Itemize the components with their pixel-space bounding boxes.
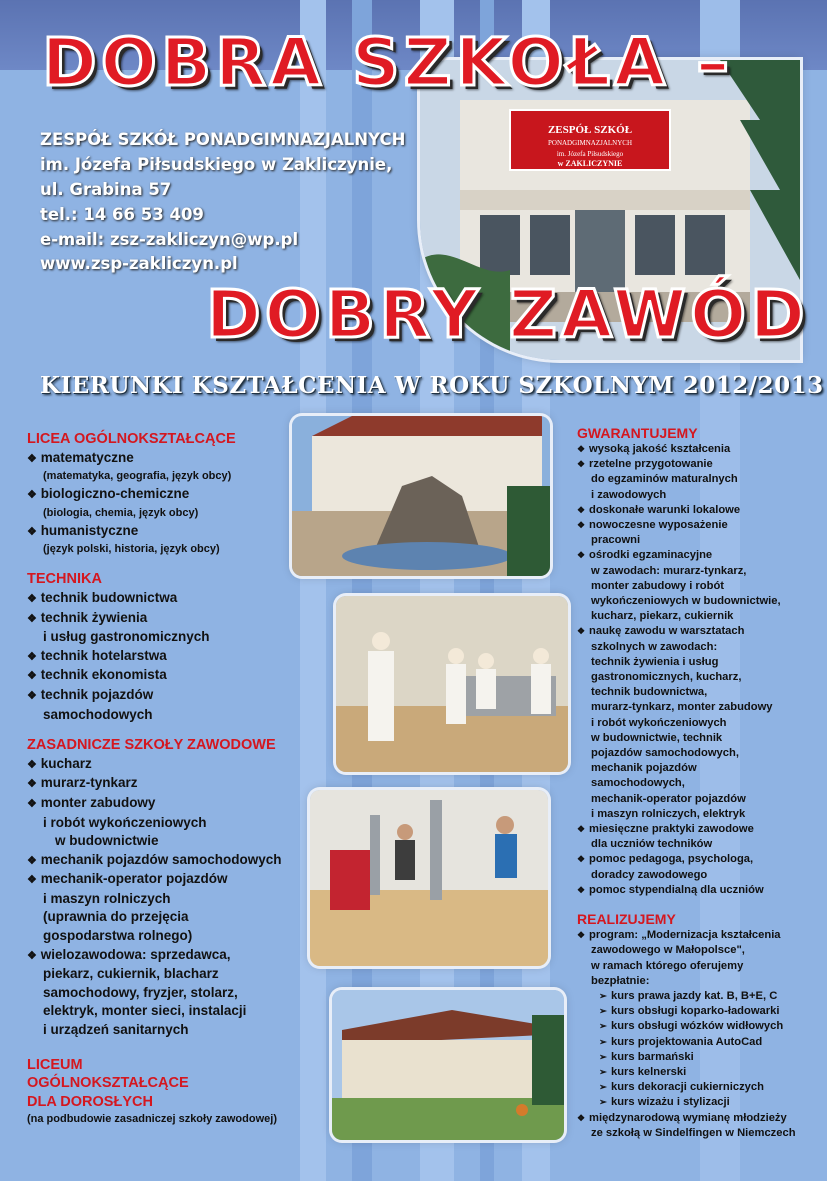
- course-item: ➢ kurs projektowania AutoCad: [577, 1035, 825, 1050]
- list-item: ❖ technik pojazdów: [27, 686, 327, 706]
- kitchen-workshop-photo: [336, 596, 568, 772]
- list-item: ❖ technik hotelarstwa: [27, 647, 327, 667]
- list-item-continuation: pracowni: [591, 534, 641, 547]
- list-item-continuation: elektryk, monter sieci, instalacji: [43, 1003, 247, 1019]
- list-item-continuation: zawodowego w Małopolsce",: [591, 944, 745, 957]
- heading-technika: TECHNIKA: [27, 571, 102, 588]
- school-name: ZESPÓŁ SZKÓŁ PONADGIMNAZJALNYCH: [40, 130, 406, 149]
- list-item: ❖ naukę zawodu w warsztatach: [577, 624, 825, 639]
- list-item: ❖ program: „Modernizacja kształcenia: [577, 928, 825, 943]
- list-item: ❖ międzynarodową wymianę młodzieży: [577, 1111, 825, 1126]
- course-item: ➢ kurs dekoracji cukierniczych: [577, 1080, 825, 1095]
- list-item: ❖ rzetelne przygotowanie: [577, 457, 825, 472]
- list-item-continuation: pojazdów samochodowych,: [591, 747, 739, 760]
- title-dobry-zawod: DOBRY ZAWÓD: [206, 276, 809, 353]
- list-item-continuation: samochodowych: [43, 706, 153, 722]
- left-column: [27, 430, 327, 1128]
- list-item-continuation: samochodowy, fryzjer, stolarz,: [43, 984, 238, 1000]
- sign-line: w ZAKLICZYNIE: [557, 159, 623, 168]
- list-item: ❖ technik budownictwa: [27, 589, 327, 609]
- title-dobra-szkola: DOBRA SZKOŁA –: [42, 24, 734, 101]
- item-note: (na podbudowie zasadniczej szkoły zawodowej): [27, 1113, 277, 1126]
- list-item: ❖ monter zabudowy: [27, 794, 327, 814]
- list-item-continuation: monter zabudowy i robót: [591, 579, 725, 592]
- sign-line: PONADGIMNAZJALNYCH: [548, 139, 632, 147]
- course-item: ➢ kurs barmański: [577, 1050, 825, 1065]
- course-item: ➢ kurs prawa jazdy kat. B, B+E, C: [577, 989, 825, 1004]
- subtitle-kierunki: KIERUNKI KSZTAŁCENIA W ROKU SZKOLNYM 2012/2013: [40, 372, 824, 399]
- list-item: ❖ biologiczno-chemiczne: [27, 485, 327, 505]
- list-item: ❖ wielozawodowa: sprzedawca,: [27, 946, 327, 966]
- heading-realizujemy: REALIZUJEMY: [577, 911, 676, 928]
- school-patron: im. Józefa Piłsudskiego w Zakliczynie,: [40, 155, 393, 174]
- list-item-continuation: (uprawnia do przejęcia: [43, 909, 189, 925]
- list-item: ❖ mechanik pojazdów samochodowych: [27, 851, 327, 871]
- list-item-continuation: i zawodowych: [591, 488, 667, 501]
- list-item-continuation: mechanik-operator pojazdów: [591, 792, 746, 805]
- list-item-continuation: szkolnych w zawodach:: [591, 640, 718, 653]
- list-item-continuation: ze szkołą w Sindelfingen w Niemczech: [591, 1126, 796, 1139]
- course-item: ➢ kurs obsługi wózków widłowych: [577, 1019, 825, 1034]
- course-item: ➢ kurs obsługi koparko-ładowarki: [577, 1004, 825, 1019]
- list-item-continuation: bezpłatnie:: [591, 974, 650, 987]
- heading-zasadnicze: ZASADNICZE SZKOŁY ZAWODOWE: [27, 737, 276, 754]
- list-item: ❖ wysoką jakość kształcenia: [577, 442, 825, 457]
- school-website: www.zsp-zakliczyn.pl: [40, 254, 238, 273]
- school-courtyard-photo: [292, 416, 550, 576]
- list-item: ❖ technik żywienia: [27, 609, 327, 629]
- item-note: (język polski, historia, język obcy): [43, 543, 220, 556]
- list-item: ❖ murarz-tynkarz: [27, 774, 327, 794]
- right-column: [577, 424, 825, 1141]
- list-item-continuation: doradcy zawodowego: [591, 868, 708, 881]
- list-item: ❖ pomoc stypendialną dla uczniów: [577, 883, 825, 898]
- heading-liceum-dorosli: DLA DOROSŁYCH: [27, 1093, 153, 1110]
- course-item: ➢ kurs kelnerski: [577, 1065, 825, 1080]
- list-item-continuation: kucharz, piekarz, cukiernik: [591, 610, 734, 623]
- list-item-continuation: technik żywienia i usług: [591, 655, 719, 668]
- dormitory-building-photo: [332, 990, 564, 1140]
- heading-gwarantujemy: GWARANTUJEMY: [577, 425, 698, 441]
- list-item-continuation: gastronomicznych, kucharz,: [591, 671, 742, 684]
- list-item: ❖ kucharz: [27, 755, 327, 775]
- school-street: ul. Grabina 57: [40, 180, 172, 199]
- list-item: ❖ humanistyczne: [27, 522, 327, 542]
- list-item-continuation: murarz-tynkarz, monter zabudowy: [591, 701, 773, 714]
- heading-licea: LICEA OGÓLNOKSZTAŁCĄCE: [27, 431, 236, 447]
- list-item: ❖ nowoczesne wyposażenie: [577, 518, 825, 533]
- list-item-continuation: i robót wykończeniowych: [591, 716, 727, 729]
- gym-photo: [310, 790, 548, 966]
- list-item-continuation: i maszyn rolniczych, elektryk: [591, 807, 746, 820]
- list-item: ❖ ośrodki egzaminacyjne: [577, 548, 825, 563]
- list-item-continuation: i robót wykończeniowych: [43, 814, 207, 830]
- list-item-continuation: i maszyn rolniczych: [43, 890, 171, 906]
- list-item: ❖ miesięczne praktyki zawodowe: [577, 822, 825, 837]
- list-item: ❖ doskonałe warunki lokalowe: [577, 503, 825, 518]
- item-note: (biologia, chemia, język obcy): [43, 506, 199, 519]
- list-item-continuation: piekarz, cukiernik, blacharz: [43, 966, 219, 982]
- list-item: ❖ mechanik-operator pojazdów: [27, 870, 327, 890]
- list-item-continuation: w budownictwie: [55, 833, 159, 849]
- list-item-continuation: w budownictwie, technik: [591, 731, 723, 744]
- list-item-continuation: i urządzeń sanitarnych: [43, 1022, 189, 1038]
- list-item-continuation: wykończeniowych w budownictwie,: [591, 595, 781, 608]
- sign-line: im. Józefa Piłsudskiego: [556, 150, 624, 158]
- list-item-continuation: w zawodach: murarz-tynkarz,: [591, 564, 747, 577]
- school-phone: tel.: 14 66 53 409: [40, 205, 204, 224]
- list-item-continuation: w ramach którego oferujemy: [591, 959, 744, 972]
- list-item: ❖ pomoc pedagoga, psychologa,: [577, 852, 825, 867]
- list-item-continuation: mechanik pojazdów: [591, 762, 697, 775]
- heading-liceum-dorosli: LICEUM: [27, 1056, 83, 1073]
- list-item: ❖ matematyczne: [27, 449, 327, 469]
- list-item-continuation: i usług gastronomicznych: [43, 629, 210, 645]
- item-note: (matematyka, geografia, język obcy): [43, 470, 232, 483]
- school-email: e-mail: zsz-zakliczyn@wp.pl: [40, 230, 299, 249]
- heading-liceum-dorosli: OGÓLNOKSZTAŁCĄCE: [27, 1075, 189, 1092]
- sign-line: ZESPÓŁ SZKÓŁ: [547, 124, 633, 136]
- list-item-continuation: do egzaminów maturalnych: [591, 473, 738, 486]
- list-item-continuation: gospodarstwa rolnego): [43, 928, 193, 944]
- list-item: ❖ technik ekonomista: [27, 666, 327, 686]
- list-item-continuation: dla uczniów techników: [591, 838, 713, 851]
- list-item-continuation: technik budownictwa,: [591, 686, 708, 699]
- course-item: ➢ kurs wizażu i stylizacji: [577, 1095, 825, 1110]
- list-item-continuation: samochodowych,: [591, 777, 685, 790]
